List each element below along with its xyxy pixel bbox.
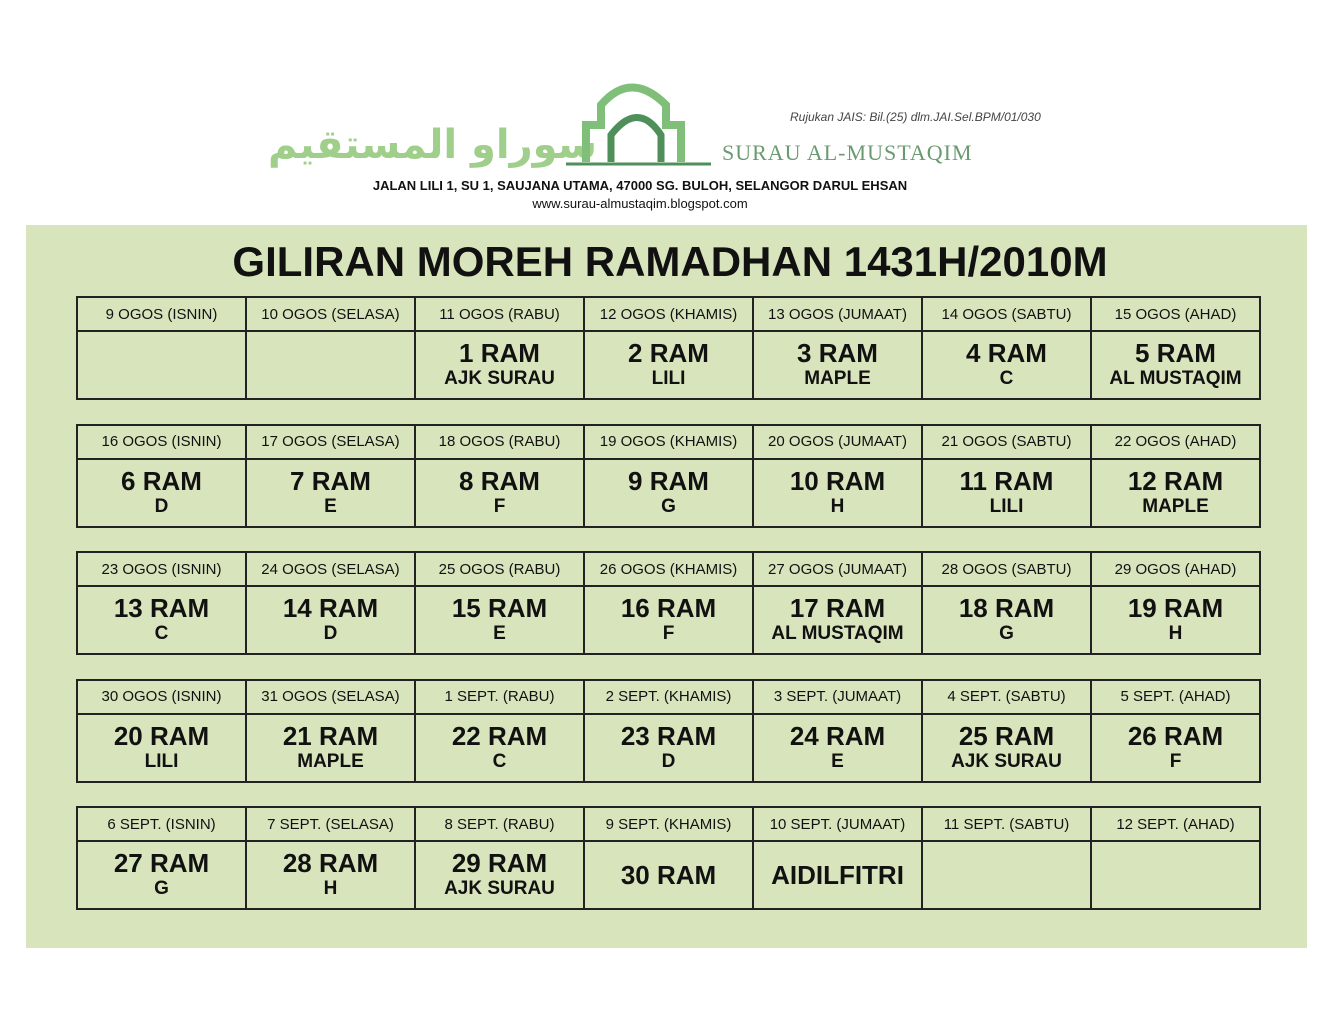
ramadhan-day: 14 RAM bbox=[282, 593, 379, 623]
date-cell: 11 OGOS (RABU) bbox=[415, 297, 584, 331]
moreh-host: C bbox=[492, 750, 507, 772]
ramadhan-day: 10 RAM bbox=[789, 465, 886, 496]
moreh-host: D bbox=[323, 623, 338, 644]
moreh-host: E bbox=[831, 750, 844, 772]
assignment-cell bbox=[1091, 331, 1260, 399]
assignment-cell bbox=[922, 586, 1091, 654]
assignment-cell bbox=[753, 714, 922, 782]
assignment-cell bbox=[77, 586, 246, 654]
date-cell: 19 OGOS (KHAMIS) bbox=[584, 425, 753, 459]
assignment-cell bbox=[246, 331, 415, 399]
moreh-host: H bbox=[323, 878, 338, 899]
ramadhan-day: 30 RAM bbox=[620, 860, 717, 890]
assignment-cell bbox=[415, 459, 584, 527]
moreh-host: D bbox=[661, 750, 676, 772]
date-row bbox=[77, 680, 1260, 714]
date-cell: 15 OGOS (AHAD) bbox=[1091, 297, 1260, 331]
moreh-host: D bbox=[154, 495, 169, 517]
assignment-cell bbox=[584, 586, 753, 654]
address: JALAN LILI 1, SU 1, SAUJANA UTAMA, 47000 SG. BULOH, SELANGOR DARUL EHSAN bbox=[372, 178, 908, 193]
date-cell: 24 OGOS (SELASA) bbox=[246, 552, 415, 586]
assignment-cell bbox=[753, 841, 922, 909]
date-cell: 31 OGOS (SELASA) bbox=[246, 680, 415, 714]
date-cell: 21 OGOS (SABTU) bbox=[922, 425, 1091, 459]
reference-number: Rujukan JAIS: Bil.(25) dlm.JAI.Sel.BPM/01/030 bbox=[790, 110, 1041, 124]
moreh-host: AL MUSTAQIM bbox=[1109, 368, 1242, 389]
assignment-cell bbox=[922, 714, 1091, 782]
ramadhan-day: 5 RAM bbox=[1135, 338, 1216, 368]
moreh-host: G bbox=[999, 623, 1014, 644]
moreh-host: H bbox=[1168, 623, 1183, 644]
assignment-cell bbox=[584, 459, 753, 527]
ramadhan-day: 23 RAM bbox=[620, 720, 717, 751]
date-cell: 22 OGOS (AHAD) bbox=[1091, 425, 1260, 459]
moreh-host: G bbox=[661, 495, 676, 517]
assignment-cell bbox=[415, 841, 584, 909]
moreh-host: H bbox=[830, 495, 845, 517]
assignment-cell bbox=[246, 841, 415, 909]
moreh-host: AJK SURAU bbox=[444, 878, 555, 899]
ramadhan-day: 18 RAM bbox=[958, 593, 1055, 623]
assignment-row bbox=[77, 841, 1260, 909]
ramadhan-day: 22 RAM bbox=[451, 720, 548, 751]
date-cell: 18 OGOS (RABU) bbox=[415, 425, 584, 459]
date-cell: 3 SEPT. (JUMAAT) bbox=[753, 680, 922, 714]
moreh-host: LILI bbox=[651, 368, 686, 389]
date-row bbox=[77, 425, 1260, 459]
date-cell: 16 OGOS (ISNIN) bbox=[77, 425, 246, 459]
assignment-cell bbox=[77, 331, 246, 399]
website: www.surau-almustaqim.blogspot.com bbox=[532, 196, 748, 211]
assignment-cell bbox=[922, 459, 1091, 527]
date-cell: 30 OGOS (ISNIN) bbox=[77, 680, 246, 714]
ramadhan-day: 29 RAM bbox=[451, 848, 548, 878]
moreh-host: E bbox=[324, 495, 337, 517]
assignment-cell bbox=[922, 331, 1091, 399]
ramadhan-day: 19 RAM bbox=[1127, 593, 1224, 623]
page-title: GILIRAN MOREH RAMADHAN 1431H/2010M bbox=[232, 238, 1108, 285]
date-cell: 5 SEPT. (AHAD) bbox=[1091, 680, 1260, 714]
moreh-host: LILI bbox=[989, 495, 1024, 517]
assignment-cell bbox=[415, 586, 584, 654]
date-cell: 13 OGOS (JUMAAT) bbox=[753, 297, 922, 331]
date-cell: 10 OGOS (SELASA) bbox=[246, 297, 415, 331]
moreh-host: G bbox=[154, 878, 169, 899]
moreh-host: AL MUSTAQIM bbox=[771, 623, 904, 644]
date-cell: 7 SEPT. (SELASA) bbox=[246, 807, 415, 841]
date-cell: 12 SEPT. (AHAD) bbox=[1091, 807, 1260, 841]
date-cell: 23 OGOS (ISNIN) bbox=[77, 552, 246, 586]
assignment-cell bbox=[1091, 714, 1260, 782]
week-table bbox=[76, 551, 1261, 655]
assignment-row bbox=[77, 714, 1260, 782]
assignment-cell bbox=[753, 586, 922, 654]
assignment-cell bbox=[584, 331, 753, 399]
assignment-cell bbox=[246, 459, 415, 527]
date-cell: 28 OGOS (SABTU) bbox=[922, 552, 1091, 586]
ramadhan-day: 4 RAM bbox=[966, 338, 1047, 368]
arabic-name: سوراو المستقيم bbox=[268, 122, 598, 168]
date-row bbox=[77, 297, 1260, 331]
ramadhan-day: 26 RAM bbox=[1127, 720, 1224, 751]
ramadhan-day: 13 RAM bbox=[113, 593, 210, 623]
assignment-cell bbox=[1091, 841, 1260, 909]
assignment-cell bbox=[753, 459, 922, 527]
moreh-host: F bbox=[493, 495, 506, 517]
assignment-row bbox=[77, 586, 1260, 654]
date-cell: 29 OGOS (AHAD) bbox=[1091, 552, 1260, 586]
moreh-host: AJK SURAU bbox=[444, 368, 555, 389]
assignment-cell bbox=[246, 586, 415, 654]
assignment-row bbox=[77, 331, 1260, 399]
date-cell: 2 SEPT. (KHAMIS) bbox=[584, 680, 753, 714]
moreh-host: C bbox=[154, 623, 169, 644]
week-table bbox=[76, 806, 1261, 910]
date-cell: 25 OGOS (RABU) bbox=[415, 552, 584, 586]
ramadhan-day: 16 RAM bbox=[620, 593, 717, 623]
ramadhan-day: 12 RAM bbox=[1127, 465, 1224, 496]
date-cell: 9 OGOS (ISNIN) bbox=[77, 297, 246, 331]
surau-name: SURAU AL-MUSTAQIM bbox=[722, 140, 973, 165]
week-table bbox=[76, 424, 1261, 528]
ramadhan-day: 15 RAM bbox=[451, 593, 548, 623]
assignment-cell bbox=[753, 331, 922, 399]
ramadhan-day: 2 RAM bbox=[628, 338, 709, 368]
date-cell: 17 OGOS (SELASA) bbox=[246, 425, 415, 459]
ramadhan-day: 20 RAM bbox=[113, 720, 210, 751]
date-cell: 8 SEPT. (RABU) bbox=[415, 807, 584, 841]
date-cell: 12 OGOS (KHAMIS) bbox=[584, 297, 753, 331]
moreh-host: LILI bbox=[144, 750, 179, 772]
ramadhan-day: 24 RAM bbox=[789, 720, 886, 751]
assignment-row bbox=[77, 459, 1260, 527]
assignment-cell bbox=[415, 331, 584, 399]
date-row bbox=[77, 807, 1260, 841]
date-row bbox=[77, 552, 1260, 586]
ramadhan-day: 8 RAM bbox=[459, 465, 540, 496]
ramadhan-day: 25 RAM bbox=[958, 720, 1055, 751]
date-cell: 10 SEPT. (JUMAAT) bbox=[753, 807, 922, 841]
date-cell: 1 SEPT. (RABU) bbox=[415, 680, 584, 714]
moreh-host: F bbox=[662, 623, 675, 644]
assignment-cell bbox=[584, 714, 753, 782]
moreh-host: C bbox=[999, 368, 1014, 389]
date-cell: 11 SEPT. (SABTU) bbox=[922, 807, 1091, 841]
date-cell: 6 SEPT. (ISNIN) bbox=[77, 807, 246, 841]
assignment-cell bbox=[77, 841, 246, 909]
ramadhan-day: 9 RAM bbox=[628, 465, 709, 496]
ramadhan-day: 11 RAM bbox=[959, 465, 1054, 496]
date-cell: 9 SEPT. (KHAMIS) bbox=[584, 807, 753, 841]
moreh-host: F bbox=[1169, 750, 1182, 772]
assignment-cell bbox=[77, 714, 246, 782]
date-cell: 26 OGOS (KHAMIS) bbox=[584, 552, 753, 586]
moreh-host: MAPLE bbox=[297, 750, 364, 772]
assignment-cell bbox=[922, 841, 1091, 909]
assignment-cell bbox=[246, 714, 415, 782]
ramadhan-day: 28 RAM bbox=[282, 848, 379, 878]
date-cell: 27 OGOS (JUMAAT) bbox=[753, 552, 922, 586]
ramadhan-day: 1 RAM bbox=[459, 338, 540, 368]
moreh-host: MAPLE bbox=[804, 368, 871, 389]
week-table bbox=[76, 296, 1261, 400]
ramadhan-day: 27 RAM bbox=[113, 848, 210, 878]
date-cell: 20 OGOS (JUMAAT) bbox=[753, 425, 922, 459]
ramadhan-day: AIDILFITRI bbox=[771, 860, 904, 890]
assignment-cell bbox=[1091, 459, 1260, 527]
date-cell: 4 SEPT. (SABTU) bbox=[922, 680, 1091, 714]
moreh-host: E bbox=[493, 623, 506, 644]
week-table bbox=[76, 679, 1261, 783]
ramadhan-day: 3 RAM bbox=[797, 338, 878, 368]
moreh-host: MAPLE bbox=[1142, 495, 1209, 517]
ramadhan-day: 7 RAM bbox=[290, 465, 371, 496]
assignment-cell bbox=[1091, 586, 1260, 654]
assignment-cell bbox=[584, 841, 753, 909]
ramadhan-day: 21 RAM bbox=[282, 720, 379, 751]
assignment-cell bbox=[415, 714, 584, 782]
moreh-host: AJK SURAU bbox=[951, 750, 1062, 772]
surau-arch-logo bbox=[566, 80, 711, 168]
ramadhan-day: 17 RAM bbox=[789, 593, 886, 623]
assignment-cell bbox=[77, 459, 246, 527]
ramadhan-day: 6 RAM bbox=[121, 465, 202, 496]
date-cell: 14 OGOS (SABTU) bbox=[922, 297, 1091, 331]
